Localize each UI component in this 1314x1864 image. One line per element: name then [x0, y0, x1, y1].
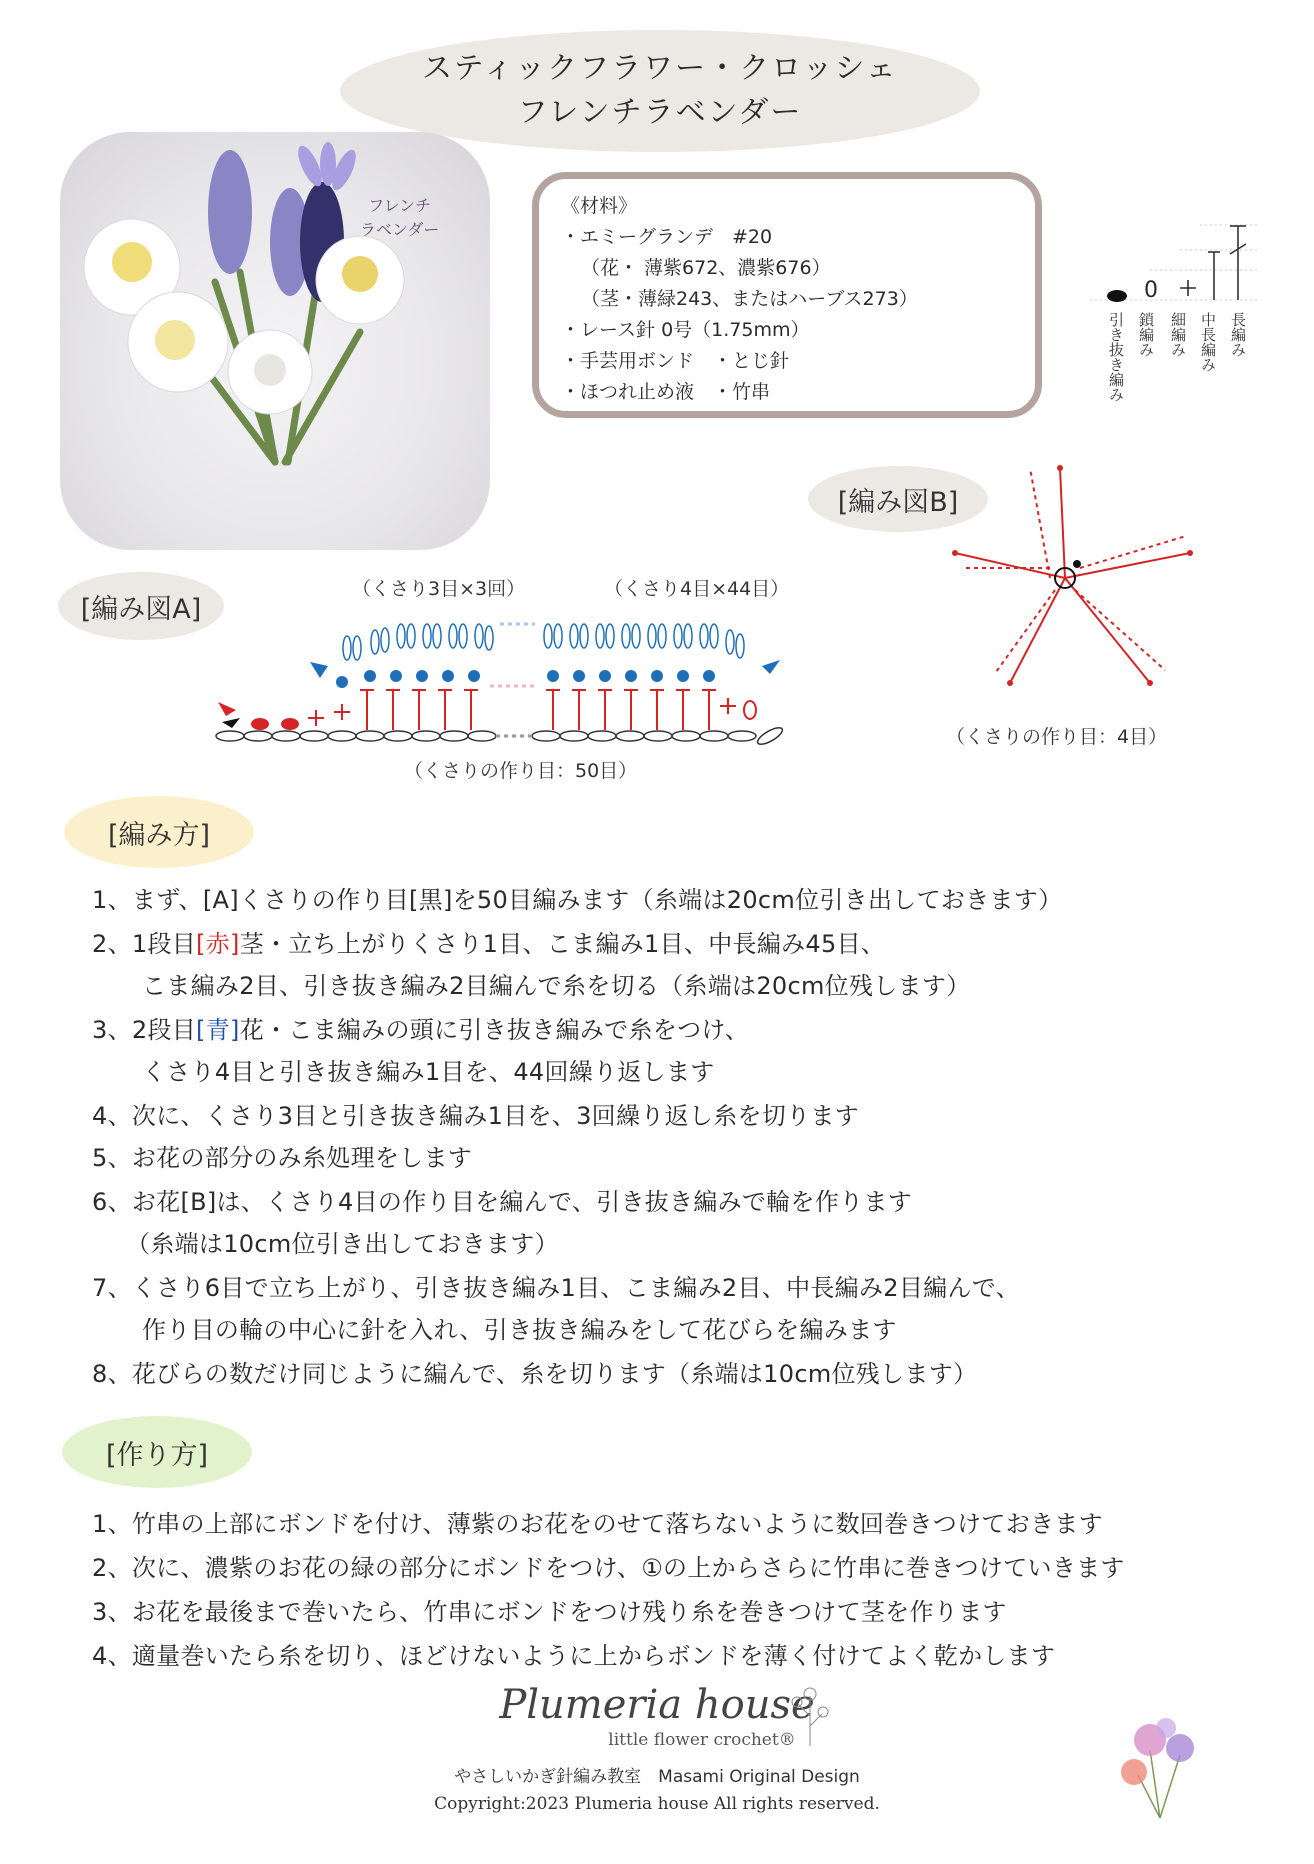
legend-label-dc: 長編み — [1229, 312, 1247, 357]
footer-copyright: Copyright:2023 Plumeria house All rights reserved. — [434, 1794, 880, 1814]
diagram-a-caption-left: （くさり3目×3回） — [352, 578, 526, 600]
knit-step-3-prefix: 3、2段目 — [92, 1016, 197, 1044]
knit-step-2-prefix: 2、1段目 — [92, 930, 197, 958]
footer-flower-sprig-icon — [790, 1686, 830, 1750]
title-line-2: フレンチラベンダー — [517, 95, 803, 130]
knit-step-7-continued: 作り目の輪の中心に針を入れ、引き抜き編みをして花びらを編みます — [142, 1316, 897, 1344]
knit-step-3-color: [青] — [196, 1016, 240, 1044]
materials-box — [532, 172, 1042, 418]
diagram-b-petal-chart — [950, 458, 1200, 698]
make-step-4: 4、適量巻いたら糸を切り、ほどけないように上からボンドを薄く付けてよく乾かします — [92, 1642, 1056, 1670]
footer-brand: Plumeria house — [499, 1682, 815, 1728]
photo-label-line-2: ラベンダー — [360, 220, 440, 239]
diagram-b-label: [編み図B] — [808, 466, 988, 532]
make-step-3: 3、お花を最後まで巻いたら、竹串にボンドをつけ残り糸を巻きつけて茎を作ります — [92, 1598, 1007, 1626]
title-line-1: スティックフラワー・クロッシェ — [422, 51, 898, 86]
knit-step-1: 1、まず、[A]くさりの作り目[黒]を50目編みます（糸端は20cm位引き出しておきます） — [92, 886, 1063, 914]
diagram-b — [950, 458, 1200, 698]
diagram-a-caption-right: （くさり4目×44目） — [604, 578, 790, 600]
make-step-1: 1、竹串の上部にボンドを付け、薄紫のお花をのせて落ちないように数回巻きつけておきます — [92, 1510, 1103, 1538]
legend-label-chain: 鎖編み — [1137, 312, 1155, 357]
make-step-2: 2、次に、濃紫のお花の緑の部分にボンドをつけ、①の上からさらに竹串に巻きつけていきます — [92, 1554, 1125, 1582]
materials-item: ・エミーグランデ #20 — [561, 226, 773, 248]
materials-item: ・レース針 0号（1.75mm） — [561, 319, 810, 341]
legend-label-sc: 細編み — [1169, 312, 1187, 357]
knit-step-2 — [92, 924, 885, 959]
knit-step-3 — [92, 1010, 749, 1045]
materials-heading: 《材料》 — [561, 195, 638, 217]
legend-label-hdc: 中長編み — [1199, 312, 1217, 372]
stitch-legend — [1090, 200, 1260, 410]
knit-step-6-continued: （糸端は10cm位引き出しておきます） — [126, 1230, 559, 1258]
materials-item: ・手芸用ボンド ・とじ針 — [561, 350, 790, 372]
watercolor-flower-icon — [1110, 1700, 1210, 1824]
materials-item: （花・ 薄紫672、濃紫676） — [581, 257, 831, 279]
knit-step-7: 7、くさり6目で立ち上がり、引き抜き編み1目、こま編み2目、中長編み2目編んで、 — [92, 1274, 1020, 1302]
materials-item: ・ほつれ止め液 ・竹串 — [561, 381, 771, 403]
diagram-a — [210, 606, 830, 746]
knit-step-6: 6、お花[B]は、くさり4目の作り目を編んで、引き抜き編みで輪を作ります — [92, 1188, 913, 1216]
how-to-make-label: [作り方] — [62, 1416, 252, 1488]
slip-stitch-icon — [1107, 290, 1127, 302]
knit-step-2-color: [赤] — [196, 930, 240, 958]
how-to-knit-label: [編み方] — [64, 796, 254, 868]
knit-step-4: 4、次に、くさり3目と引き抜き編み1目を、3回繰り返し糸を切ります — [92, 1102, 859, 1130]
knit-step-3-continued: くさり4目と引き抜き編み1目を、44回繰り返します — [142, 1058, 715, 1086]
knit-step-2-continued: こま編み2目、引き抜き編み2目編んで糸を切る（糸端は20cm位残します） — [142, 972, 971, 1000]
legend-label-slip: 引き抜き編み — [1107, 312, 1125, 402]
photo-label — [360, 194, 439, 242]
photo-label-line-1: フレンチ — [368, 196, 432, 215]
diagram-b-caption: （くさりの作り目：4目） — [946, 726, 1168, 748]
footer-tagline: little flower crochet® — [608, 1730, 796, 1750]
knit-step-5: 5、お花の部分のみ糸処理をします — [92, 1144, 473, 1172]
knit-step-8: 8、花びらの数だけ同じように編んで、糸を切ります（糸端は10cm位残します） — [92, 1360, 978, 1388]
diagram-a-caption-bottom: （くさりの作り目：50目） — [404, 760, 638, 782]
diagram-a-stitch-chart — [210, 606, 830, 746]
legend-chain-symbol: 0 — [1144, 278, 1158, 303]
materials-item: （茎・薄緑243、またはハーブス273） — [581, 288, 918, 310]
knit-step-3-text: 花・こま編みの頭に引き抜き編みで糸をつけ、 — [239, 1016, 750, 1044]
knit-step-2-text: 茎・立ち上がりくさり1目、こま編み1目、中長編み45目、 — [239, 930, 886, 958]
diagram-a-label: [編み図A] — [58, 572, 224, 640]
footer-school: やさしいかぎ針編み教室 Masami Original Design — [454, 1767, 860, 1787]
